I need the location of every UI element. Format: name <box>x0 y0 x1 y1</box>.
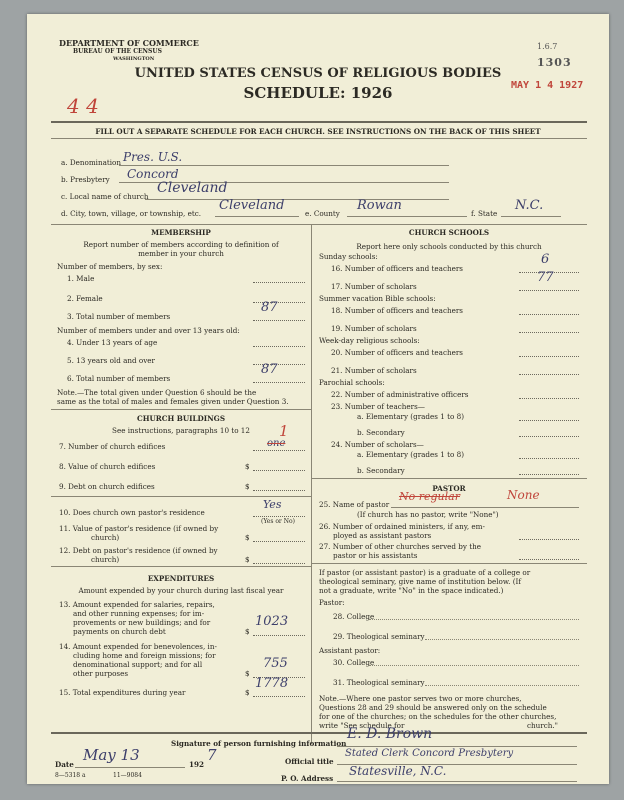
bysex-label: Number of members, by sex: <box>57 262 163 271</box>
pastor-note-4: write "See schedule for <box>319 721 405 730</box>
bureau-label: BUREAU OF THE CENSUS <box>73 48 162 55</box>
q14-label-3: denominational support; and for all <box>73 660 203 669</box>
q24a-label: a. Elementary (grades 1 to 8) <box>357 450 464 459</box>
q14-label-2: cluding home and foreign missions; for <box>73 651 216 660</box>
county-label: e. County <box>305 209 340 218</box>
date-value[interactable]: May 13 <box>83 746 140 764</box>
q26-label: 26. Number of ordained ministers, if any, em- <box>319 522 485 531</box>
weekday-label: Week-day religious schools: <box>319 336 420 345</box>
schools-intro: Report here only schools conducted by this church <box>356 242 542 251</box>
q23b-label: b. Secondary <box>357 428 405 437</box>
q10-label: 10. Does church own pastor's residence <box>59 508 205 517</box>
q17-label: 17. Number of scholars <box>331 282 417 291</box>
q31-field[interactable] <box>425 685 579 686</box>
q11-dollar: $ <box>245 533 250 542</box>
q21-label: 21. Number of scholars <box>331 366 417 375</box>
presbytery-label: b. Presbytery <box>61 175 110 184</box>
q28-field[interactable] <box>369 619 579 620</box>
parochial-label: Parochial schools: <box>319 378 385 387</box>
q20-label: 20. Number of officers and teachers <box>331 348 463 357</box>
q25-value[interactable]: None <box>507 488 540 502</box>
q18-field[interactable] <box>519 305 579 315</box>
presbytery-value[interactable]: Concord <box>127 167 179 181</box>
q30-label: 30. College <box>333 658 375 667</box>
q7-value[interactable]: 1 <box>279 422 289 440</box>
print-number: 11—9084 <box>113 772 142 779</box>
signature-value[interactable]: E. D. Brown <box>347 726 433 742</box>
q11-label-2: church) <box>91 533 120 542</box>
pastor-note-5: church." <box>527 721 558 730</box>
instruction-line: FILL OUT A SEPARATE SCHEDULE FOR EACH CHURCH. SEE INSTRUCTIONS ON THE BACK OF THIS SHEET <box>95 127 541 136</box>
buildings-sub: See instructions, paragraphs 10 to 12 <box>112 426 250 435</box>
expenditures-sub: Amount expended by your church during last fiscal year <box>78 586 284 595</box>
q8-field[interactable] <box>253 461 305 471</box>
q30-field[interactable] <box>369 665 579 666</box>
denomination-label: a. Denomination <box>61 158 121 167</box>
q13-label-3: provements or new buildings; and for <box>73 618 211 627</box>
handwritten-number: 4 4 <box>67 94 99 118</box>
corner-note: 1.6.7 <box>537 42 558 51</box>
q12-label: 12. Debt on pastor's residence (if owned by <box>59 546 218 555</box>
q9-label: 9. Debt on church edifices <box>59 482 155 491</box>
grad-note-2: theological seminary, give name of institution below. (If <box>319 577 522 586</box>
buildings-heading: CHURCH BUILDINGS <box>136 414 226 423</box>
q23b-field[interactable] <box>519 427 579 437</box>
pastor-note-2: Questions 28 and 29 should be answered only on the schedule <box>319 703 547 712</box>
form-title: UNITED STATES CENSUS OF RELIGIOUS BODIES <box>134 66 502 81</box>
schedule-title: SCHEDULE: 1926 <box>243 84 393 102</box>
q14-value[interactable]: 755 <box>263 656 288 671</box>
form-number: 8—5318 a <box>55 772 86 779</box>
q13-dollar: $ <box>245 627 250 636</box>
q13-label: 13. Amount expended for salaries, repairs, <box>59 600 215 609</box>
q16-value[interactable]: 6 <box>541 252 550 267</box>
q14-label: 14. Amount expended for benevolences, in- <box>59 642 217 651</box>
q4-field[interactable] <box>253 337 305 347</box>
denomination-value[interactable]: Pres. U.S. <box>123 150 183 164</box>
q26-field[interactable] <box>519 530 579 540</box>
official-title-label: Official title <box>285 757 334 766</box>
year-prefix: 192 <box>189 760 205 769</box>
q15-dollar: $ <box>245 688 250 697</box>
stamp-number: 1303 <box>537 56 572 69</box>
state-label: f. State <box>471 209 498 218</box>
q10-hint: (Yes or No) <box>261 518 295 525</box>
received-date-stamp: MAY 1 4 1927 <box>511 80 584 91</box>
q15-label: 15. Total expenditures during year <box>59 688 186 697</box>
state-value[interactable]: N.C. <box>515 198 544 213</box>
sunday-label: Sunday schools: <box>319 252 378 261</box>
q7-label: 7. Number of church edifices <box>59 442 166 451</box>
q9-field[interactable] <box>253 481 305 491</box>
grad-note: If pastor (or assistant pastor) is a graduate of a college or <box>319 568 531 577</box>
q4-label: 4. Under 13 years of age <box>67 338 158 347</box>
schools-heading: CHURCH SCHOOLS <box>408 228 490 237</box>
q29-field[interactable] <box>425 639 579 640</box>
q11-field[interactable] <box>253 532 305 542</box>
vacation-label: Summer vacation Bible schools: <box>319 294 436 303</box>
q13-value[interactable]: 1023 <box>255 614 289 629</box>
pastor-note: Note.—Where one pastor serves two or more churches, <box>319 694 522 703</box>
q23a-label: a. Elementary (grades 1 to 8) <box>357 412 464 421</box>
q21-field[interactable] <box>519 365 579 375</box>
membership-heading: MEMBERSHIP <box>151 228 211 237</box>
q10-value[interactable]: Yes <box>263 498 282 511</box>
q24b-label: b. Secondary <box>357 466 405 475</box>
local-name-label: c. Local name of church <box>61 192 149 201</box>
q29-label: 29. Theological seminary <box>333 632 425 641</box>
expenditures-heading: EXPENDITURES <box>147 574 215 583</box>
q20-field[interactable] <box>519 347 579 357</box>
q23a-field[interactable] <box>519 411 579 421</box>
q19-field[interactable] <box>519 323 579 333</box>
q9-dollar: $ <box>245 482 250 491</box>
q1-label: 1. Male <box>67 274 95 283</box>
q24b-field[interactable] <box>519 465 579 475</box>
q5-label: 5. 13 years old and over <box>67 356 155 365</box>
department-label: DEPARTMENT OF COMMERCE <box>59 38 199 48</box>
q31-label: 31. Theological seminary <box>333 678 425 687</box>
membership-note: Note.—The total given under Question 6 should be the <box>57 388 257 397</box>
q3-value[interactable]: 87 <box>261 300 278 315</box>
q13-label-2: and other running expenses; for im- <box>73 609 205 618</box>
q27-label-2: pastor or his assistants <box>333 551 418 560</box>
q2-label: 2. Female <box>67 294 103 303</box>
membership-intro: Report number of members according to definition of <box>83 240 279 249</box>
q8-label: 8. Value of church edifices <box>59 462 156 471</box>
q12-dollar: $ <box>245 555 250 564</box>
q6-value[interactable]: 87 <box>261 362 278 377</box>
q26-label-2: ployed as assistant pastors <box>333 531 432 540</box>
q25-label: 25. Name of pastor <box>319 500 390 509</box>
q24a-field[interactable] <box>519 449 579 459</box>
county-value[interactable]: Rowan <box>357 198 402 213</box>
city-field-label: d. City, town, village, or township, etc. <box>61 209 202 218</box>
q27-label: 27. Number of other churches served by the <box>319 542 482 551</box>
po-address-value[interactable]: Statesville, N.C. <box>349 764 447 778</box>
pastor-heading: PASTOR <box>432 484 466 493</box>
q11-label: 11. Value of pastor's residence (if owned by <box>59 524 219 533</box>
q12-label-2: church) <box>91 555 120 564</box>
city-label: WASHINGTON <box>113 56 155 62</box>
q8-dollar: $ <box>245 462 250 471</box>
q22-label: 22. Number of administrative officers <box>331 390 469 399</box>
q16-label: 16. Number of officers and teachers <box>331 264 463 273</box>
q22-field[interactable] <box>519 389 579 399</box>
q23-label: 23. Number of teachers— <box>331 402 425 411</box>
grad-note-3: not a graduate, write "No" in the space indicated.) <box>319 586 504 595</box>
official-title-value[interactable]: Stated Clerk Concord Presbytery <box>345 748 514 759</box>
q25-struck: No regular <box>399 490 460 503</box>
q1-field[interactable] <box>253 273 305 283</box>
date-label: Date <box>55 760 74 769</box>
membership-note-2: same as the total of males and females given under Question 3. <box>57 397 289 406</box>
signature-label: Signature of person furnishing information <box>171 739 347 748</box>
po-address-label: P. O. Address <box>281 774 334 783</box>
q14-dollar: $ <box>245 669 250 678</box>
year-value[interactable]: 7 <box>207 746 217 764</box>
q6-label: 6. Total number of members <box>67 374 171 383</box>
q18-label: 18. Number of officers and teachers <box>331 306 463 315</box>
city-field-value[interactable]: Cleveland <box>219 198 285 213</box>
pastor-sub-label: Pastor: <box>319 598 345 607</box>
q12-field[interactable] <box>253 554 305 564</box>
q17-value[interactable]: 77 <box>537 270 554 285</box>
q27-field[interactable] <box>519 550 579 560</box>
pastor-note-3: for one of the churches; on the schedules for the other churches, <box>319 712 557 721</box>
asst-pastor-label: Assistant pastor: <box>319 646 381 655</box>
q14-label-4: other purposes <box>73 669 129 678</box>
q7-struck: one <box>267 438 286 449</box>
q13-label-4: payments on church debt <box>73 627 166 636</box>
age-intro: Number of members under and over 13 years old: <box>57 326 240 335</box>
q24-label: 24. Number of scholars— <box>331 440 424 449</box>
q15-value[interactable]: 1778 <box>255 676 289 691</box>
q3-label: 3. Total number of members <box>67 312 171 321</box>
census-schedule-sheet <box>27 14 609 784</box>
local-name-value[interactable]: Cleveland <box>157 180 228 196</box>
membership-intro-2: member in your church <box>138 249 224 258</box>
q28-label: 28. College <box>333 612 375 621</box>
q25-hint: (If church has no pastor, write "None") <box>357 510 499 519</box>
q19-label: 19. Number of scholars <box>331 324 417 333</box>
